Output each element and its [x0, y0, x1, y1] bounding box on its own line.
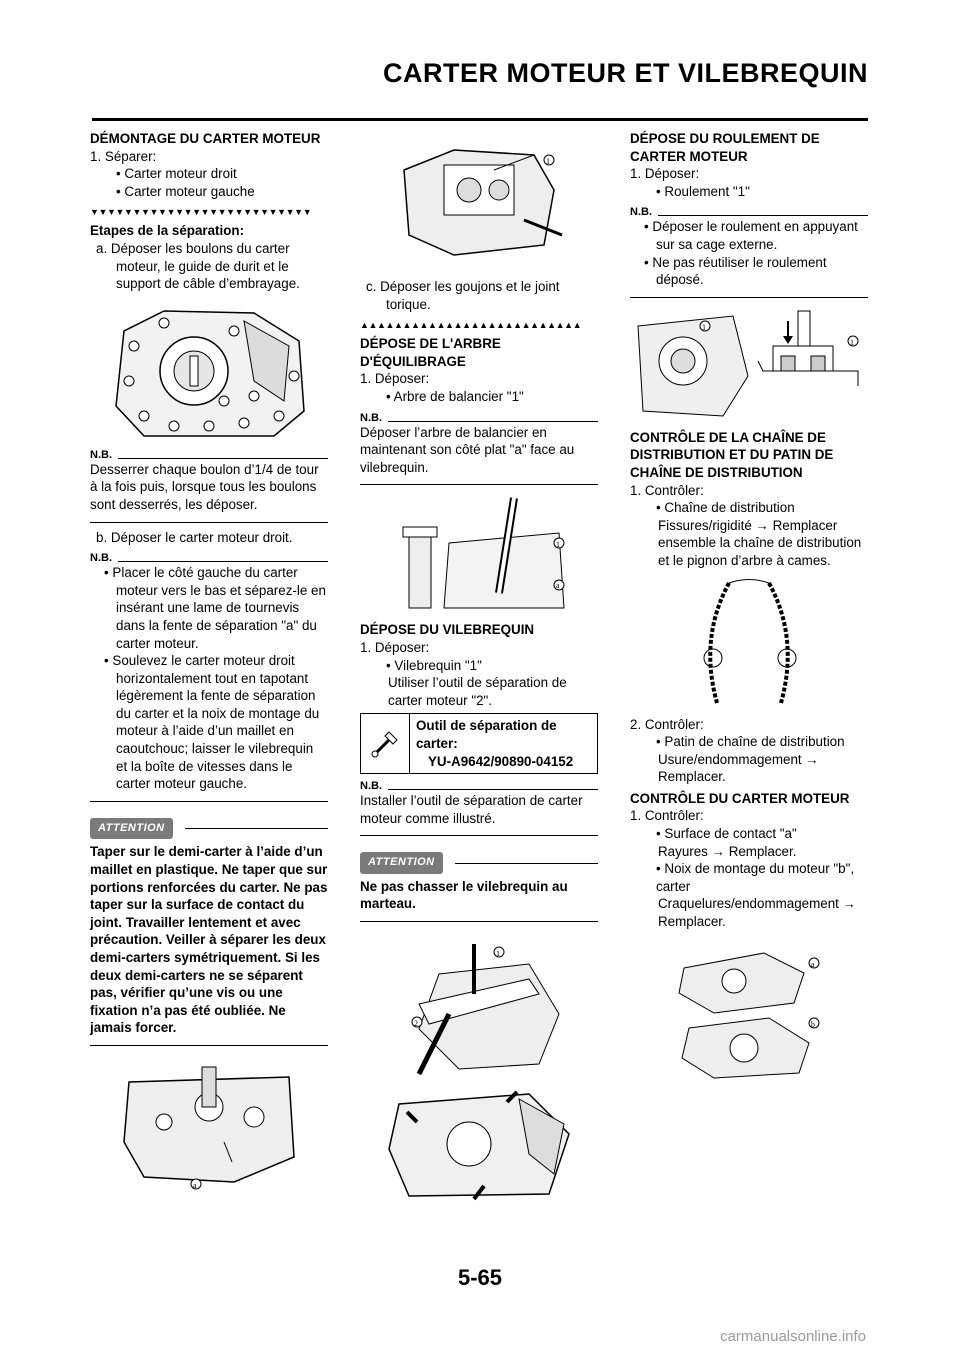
callout-2: 2 [414, 1019, 418, 1029]
column-left [90, 128, 328, 1200]
bullet: • Arbre de balancier "1" [386, 388, 524, 404]
bullet-sub: Fissures/rigidité → Remplacer ensemble la chaîne de distribution et le pignon d’arbre à cames. [658, 517, 862, 568]
section-heading: CONTRÔLE DE LA CHAÎNE DE DISTRIBUTION ET DU PATIN DE CHAÎNE DE DISTRIBUTION [630, 429, 834, 480]
nb-label: N.B. [360, 412, 598, 424]
nb-bullet: • Ne pas réutiliser le roulement déposé. [644, 254, 827, 288]
bullet: • Vilebrequin "1" [386, 657, 482, 673]
page-header-title: CARTER MOTEUR ET VILEBREQUIN [382, 58, 868, 88]
bullet: • Carter moteur gauche [116, 183, 255, 199]
step: 1. Contrôler: [630, 482, 704, 498]
nb-text: Déposer l’arbre de balancier en maintenant son côté plat "a" face au vilebrequin. [360, 424, 575, 475]
callout-a: a [811, 959, 815, 969]
bearing-removal-figure [633, 306, 865, 421]
divider [90, 801, 328, 802]
bullet: • Carter moteur droit [116, 166, 237, 182]
callout-a: a [556, 581, 560, 591]
column-right [630, 128, 868, 1091]
section-heading: DÉPOSE DE L'ARBRE D'ÉQUILIBRAGE [360, 336, 501, 369]
triangle-divider-down: ▼▼▼▼▼▼▼▼▼▼▼▼▼▼▼▼▼▼▼▼▼▼▼▼▼▼ [90, 207, 312, 218]
bullet-sub: Craquelures/endommagement → Remplacer. [658, 896, 856, 930]
bullet: • Noix de montage du moteur "b", carter [656, 861, 855, 894]
tool-code: YU-A9642/90890-04152 [427, 753, 574, 769]
nb-label: N.B. [90, 449, 328, 461]
section-heading: DÉPOSE DU ROULEMENT DE CARTER MOTEUR [630, 131, 820, 164]
bullet-sub: Utiliser l’outil de séparation de carter moteur "2". [388, 675, 567, 708]
attention-text: Ne pas chasser le vilebrequin au marteau. [360, 878, 568, 912]
step: 1. Séparer: [90, 148, 157, 164]
callout-1: 1 [702, 322, 706, 332]
divider [360, 484, 598, 485]
nb-bullet: • Déposer le roulement en appuyant sur sa cage externe. [644, 219, 858, 252]
step-c: c. Déposer les goujons et le joint torique. [366, 279, 560, 312]
nb-label: N.B. [90, 552, 328, 564]
callout-1: 1 [556, 540, 560, 550]
attention-text: Taper sur le demi-carter à l’aide d’un maillet en plastique. Ne taper que sur portions renforcées du carter. Ne pas taper sur la surface de contact du joint. Travailler lentement et avec précaution. Veiller à séparer les deux demi-carters symétriquement. Si les deux demi-carters ne se séparent pas, vérifier qu’une vis ou une fixation n’a pas été oubliée. Ne jamais forcer. [90, 844, 328, 1036]
triangle-divider-up: ▲▲▲▲▲▲▲▲▲▲▲▲▲▲▲▲▲▲▲▲▲▲▲▲▲▲ [360, 320, 582, 331]
bullet-sub: Rayures → Remplacer. [658, 843, 797, 859]
step: 1. Déposer: [630, 166, 700, 182]
timing-chain-figure [689, 578, 809, 708]
crankcase-bolts-figure [104, 301, 314, 441]
steps-heading: Etapes de la séparation: [90, 223, 245, 239]
step-b: b. Déposer le carter moteur droit. [96, 529, 293, 545]
crankcase-inspection-figure [674, 943, 824, 1083]
watermark: carmanualsonline.info [720, 1328, 866, 1345]
callout-1: 1 [850, 337, 854, 347]
attention-badge: ATTENTION [90, 818, 173, 840]
bullet: • Surface de contact "a" [656, 826, 797, 842]
callout-1: 1 [496, 949, 500, 959]
wrench-tool-icon [361, 714, 410, 773]
callout-a: a [193, 1180, 197, 1190]
step-a: a. Déposer les boulons du carter moteur, le guide de durit et le support de câble d’embrayage. [96, 240, 300, 292]
tool-name: Outil de séparation de carter: [415, 718, 557, 751]
step: 1. Déposer: [360, 639, 430, 655]
bullet: • Roulement "1" [656, 183, 750, 199]
section-heading: CONTRÔLE DU CARTER MOTEUR [630, 790, 850, 806]
bullet-sub: Usure/endommagement → Remplacer. [658, 751, 819, 785]
divider [630, 297, 868, 298]
section-heading: DÉPOSE DU VILEBREQUIN [360, 622, 535, 638]
callout-1: 1 [546, 157, 550, 166]
column-middle [360, 128, 598, 1212]
nb-label: N.B. [630, 206, 868, 218]
step: 1. Déposer: [360, 371, 430, 387]
nb-bullet: • Soulevez le carter moteur droit horizontalement tout en tapotant légèrement la fente de séparation du carter et la noix de montage du moteur à l’aide d’un maillet en caoutchouc; laisser le vilebrequin et la boîte de vitesses dans le carter moteur gauche. [104, 653, 320, 792]
step: 2. Contrôler: [630, 716, 704, 732]
bullet: • Patin de chaîne de distribution [656, 734, 845, 750]
attention-badge: ATTENTION [360, 852, 443, 874]
nb-bullet: • Placer le côté gauche du carter moteur vers le bas et séparez-le en insérant une lame de tournevis dans la fente de séparation "a" du carter moteur. [104, 565, 326, 651]
divider [360, 921, 598, 922]
attention-header [360, 852, 598, 874]
nb-label: N.B. [360, 780, 598, 792]
crankcase-separator-tool-figure [379, 934, 579, 1204]
divider [360, 835, 598, 836]
step: 1. Contrôler: [630, 808, 704, 824]
crankcase-separation-figure [114, 1062, 304, 1192]
attention-header [90, 818, 328, 840]
page-number: 5-65 [457, 1265, 503, 1290]
divider [90, 522, 328, 523]
balancer-shaft-figure [389, 493, 569, 613]
section-heading: DÉMONTAGE DU CARTER MOTEUR [90, 131, 321, 146]
nb-text: Desserrer chaque boulon d’1/4 de tour à la fois puis, lorsque tous les boulons sont desserrés, les déposer. [90, 461, 319, 512]
special-tool-box [360, 713, 598, 774]
nb-text: Installer l’outil de séparation de carter moteur comme illustré. [360, 793, 583, 826]
bullet: • Chaîne de distribution [656, 500, 795, 516]
header-rule [92, 118, 868, 121]
callout-b: b [811, 1019, 815, 1029]
balancer-figure [394, 130, 564, 270]
divider [90, 1045, 328, 1046]
